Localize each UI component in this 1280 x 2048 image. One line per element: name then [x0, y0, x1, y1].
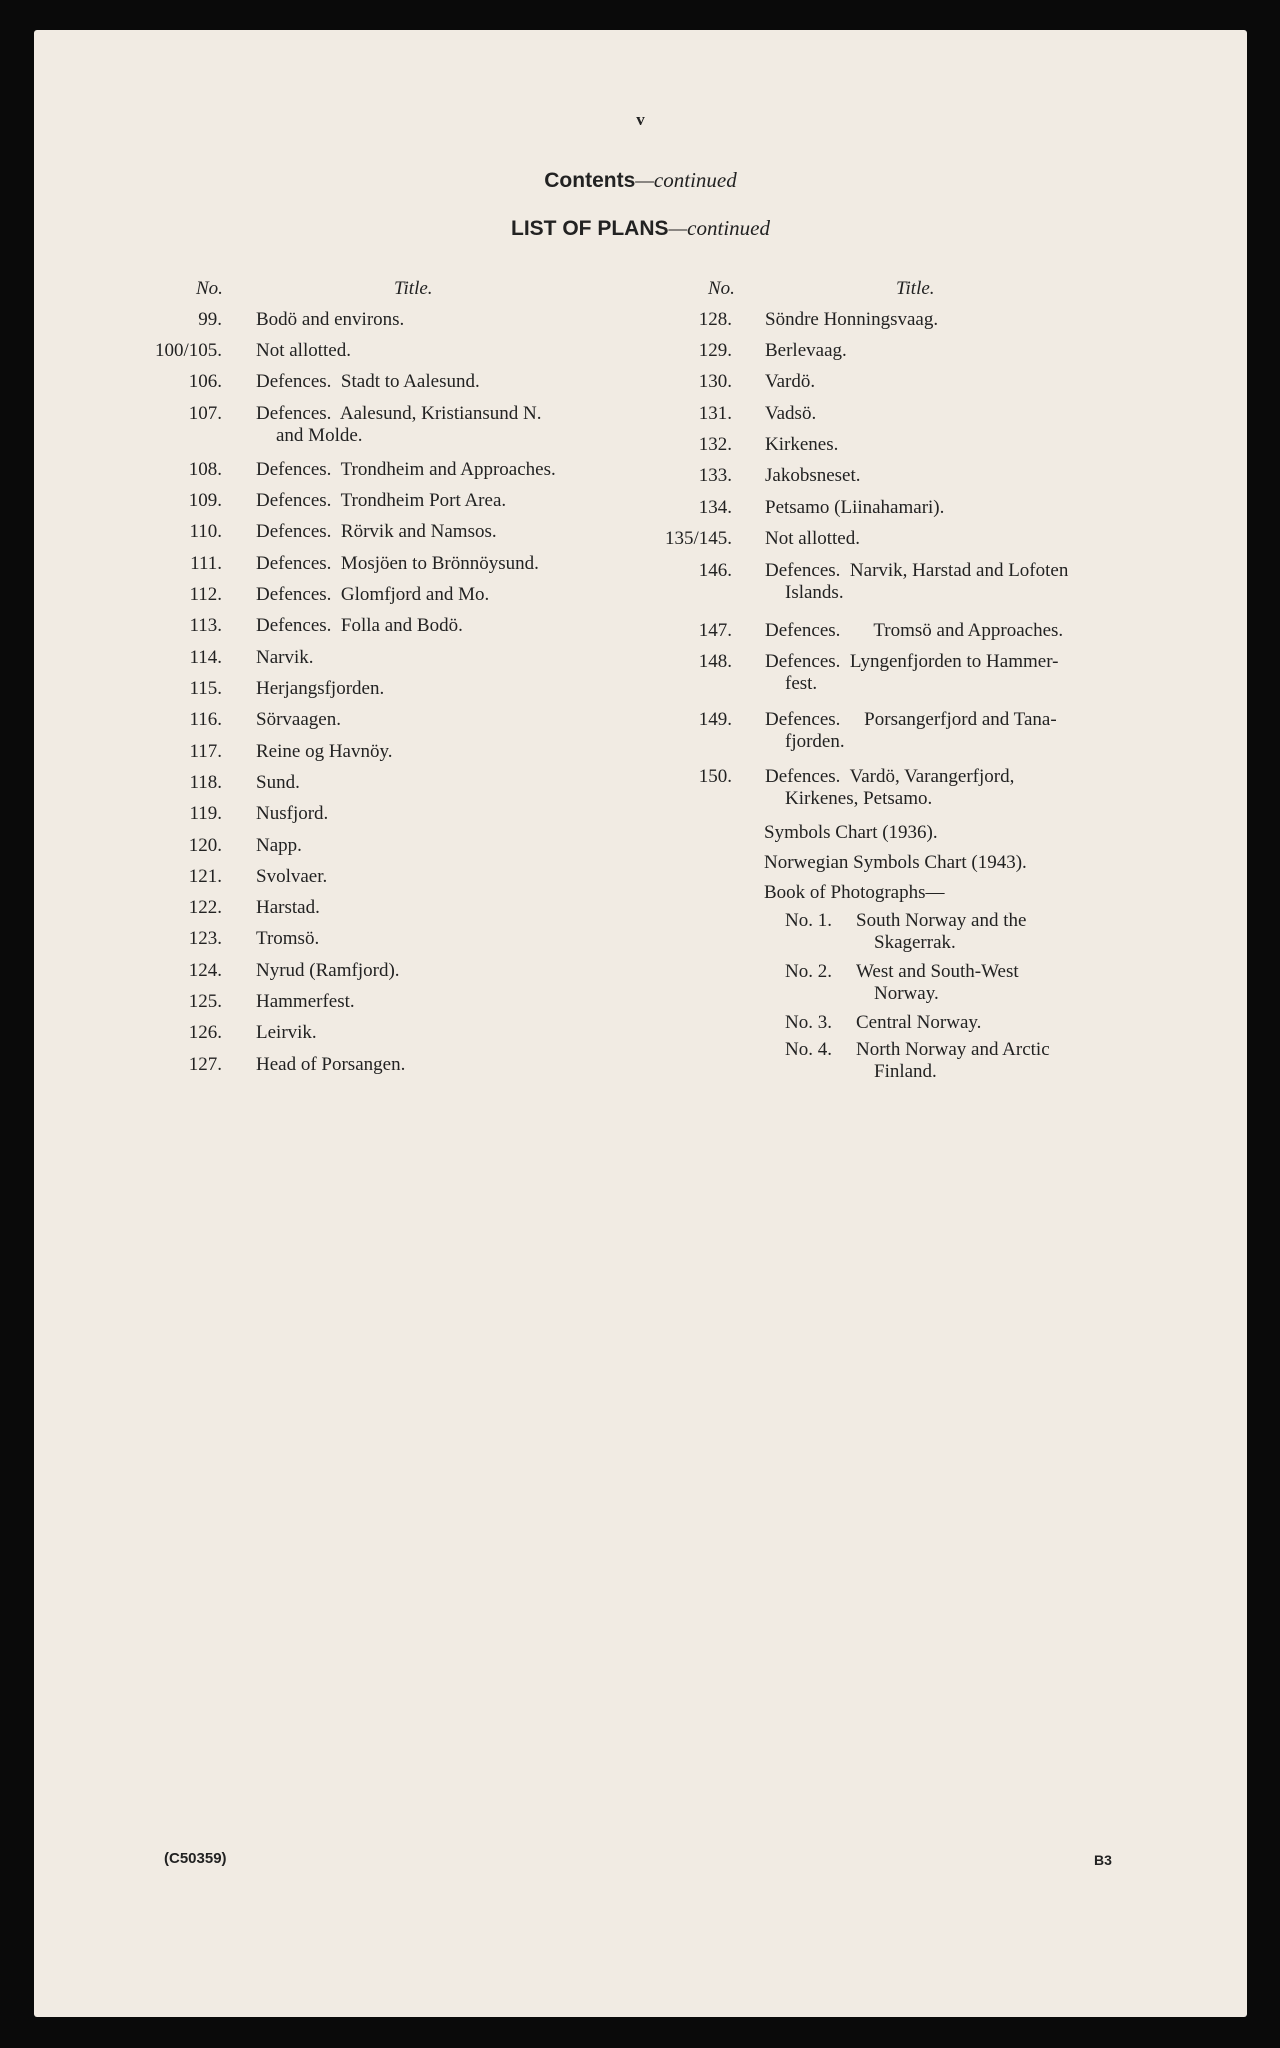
right-item-title: Jakobsneset.: [765, 465, 861, 486]
right-item-title: Defences. Porsangerfjord and Tana-: [765, 709, 1057, 730]
left-item-number: 110.: [189, 521, 222, 542]
right-item-title-continued: Kirkenes, Petsamo.: [785, 788, 933, 809]
right-item-title-continued: fjorden.: [785, 731, 845, 752]
right-item-number: 146.: [698, 560, 732, 581]
photo-item-title-continued: Skagerrak.: [874, 932, 956, 953]
left-item-number: 119.: [189, 803, 222, 824]
plans-heading-bold: LIST OF PLANS: [511, 217, 669, 240]
left-item-title: Harstad.: [256, 897, 320, 918]
footer-code: (C50359): [164, 1850, 227, 1867]
left-item-number: 120.: [188, 835, 222, 856]
left-item-title: Not allotted.: [256, 340, 351, 361]
left-item-title: Sörvaagen.: [256, 709, 341, 730]
left-item-title: Leirvik.: [256, 1022, 317, 1043]
right-item-title: Vardö.: [765, 371, 816, 392]
left-item-number: 107.: [188, 403, 222, 424]
left-item-number: 100/105.: [154, 340, 222, 361]
left-item-number: 115.: [189, 678, 222, 699]
right-item-number: 134.: [698, 497, 732, 518]
left-item-title: Defences. Stadt to Aalesund.: [256, 371, 480, 392]
left-item-number: 118.: [189, 772, 222, 793]
right-item-number: 133.: [698, 465, 732, 486]
contents-heading: [34, 168, 1247, 193]
left-item-title: Head of Porsangen.: [256, 1054, 406, 1075]
photo-item-number: No. 3.: [785, 1012, 832, 1033]
right-item-title: Vadsö.: [765, 403, 817, 424]
symbols-chart-entry: Symbols Chart (1936).: [764, 822, 938, 843]
right-item-title: Not allotted.: [765, 528, 860, 549]
right-item-number: 135/145.: [664, 528, 732, 549]
left-item-number: 106.: [188, 371, 222, 392]
left-item-title-continued: and Molde.: [276, 425, 363, 446]
left-item-title: Defences. Mosjöen to Brönnöysund.: [256, 553, 539, 574]
right-item-number: 129.: [698, 340, 732, 361]
photo-item-title-continued: Finland.: [874, 1061, 937, 1082]
right-item-title: Kirkenes.: [765, 434, 839, 455]
right-col-header-no: No.: [708, 278, 735, 299]
plans-heading: [34, 216, 1247, 241]
right-item-number: 149.: [698, 709, 732, 730]
left-item-title: Reine og Havnöy.: [256, 741, 393, 762]
left-item-number: 117.: [189, 741, 222, 762]
left-item-number: 113.: [189, 615, 222, 636]
left-item-title: Defences. Rörvik and Namsos.: [256, 521, 497, 542]
photo-item-title: South Norway and the: [856, 910, 1027, 931]
left-item-title: Bodö and environs.: [256, 309, 405, 330]
photo-item-number: No. 1.: [785, 910, 832, 931]
left-item-title: Defences. Trondheim and Approaches.: [256, 459, 556, 480]
left-item-number: 125.: [188, 991, 222, 1012]
photo-item-title: Central Norway.: [856, 1012, 982, 1033]
left-item-number: 116.: [189, 709, 222, 730]
left-item-number: 114.: [189, 647, 222, 668]
footer-signature: B3: [1094, 1852, 1112, 1868]
left-item-title: Napp.: [256, 835, 302, 856]
left-item-number: 126.: [188, 1022, 222, 1043]
right-item-title: Berlevaag.: [765, 340, 847, 361]
page-number: v: [636, 110, 645, 129]
left-item-number: 112.: [189, 584, 222, 605]
right-item-number: 131.: [698, 403, 732, 424]
photo-item-title: North Norway and Arctic: [856, 1039, 1050, 1060]
right-item-title: Defences. Vardö, Varangerfjord,: [765, 766, 1015, 787]
left-item-title: Tromsö.: [256, 928, 320, 949]
right-item-title: Defences. Narvik, Harstad and Lofoten: [765, 560, 1069, 581]
left-item-title: Defences. Aalesund, Kristiansund N.: [256, 403, 542, 424]
left-item-title: Nyrud (Ramfjord).: [256, 960, 400, 981]
left-item-number: 121.: [188, 866, 222, 887]
left-item-number: 122.: [188, 897, 222, 918]
contents-heading-italic: —continued: [635, 168, 737, 192]
left-item-title: Defences. Folla and Bodö.: [256, 615, 463, 636]
left-item-number: 127.: [188, 1054, 222, 1075]
photo-item-number: No. 4.: [785, 1039, 832, 1060]
photo-item-title: West and South-West: [856, 961, 1019, 982]
right-item-title-continued: Islands.: [785, 582, 844, 603]
right-item-number: 132.: [698, 434, 732, 455]
norwegian-symbols-chart-entry: Norwegian Symbols Chart (1943).: [764, 852, 1027, 873]
left-item-title: Herjangsfjorden.: [256, 678, 385, 699]
left-item-number: 108.: [188, 459, 222, 480]
left-item-title: Sund.: [256, 772, 300, 793]
right-item-title: Petsamo (Liinahamari).: [765, 497, 945, 518]
left-col-header-no: No.: [196, 278, 223, 299]
right-item-title: Defences. Lyngenfjorden to Hammer-: [765, 651, 1059, 672]
right-col-header-title: Title.: [896, 278, 935, 299]
left-item-title: Nusfjord.: [256, 803, 329, 824]
left-item-title: Defences. Glomfjord and Mo.: [256, 584, 490, 605]
left-item-number: 99.: [198, 309, 222, 330]
right-item-number: 147.: [698, 620, 732, 641]
right-item-number: 128.: [698, 309, 732, 330]
right-item-title-continued: fest.: [785, 673, 818, 694]
left-item-title: Svolvaer.: [256, 866, 328, 887]
plans-heading-italic: —continued: [668, 216, 770, 240]
right-item-number: 150.: [698, 766, 732, 787]
left-item-title: Hammerfest.: [256, 991, 355, 1012]
left-item-title: Narvik.: [256, 647, 314, 668]
left-item-number: 111.: [190, 553, 222, 574]
right-item-number: 148.: [698, 651, 732, 672]
left-col-header-title: Title.: [394, 278, 433, 299]
left-item-number: 124.: [188, 960, 222, 981]
right-item-title: Defences. Tromsö and Approaches.: [765, 620, 1064, 641]
right-item-number: 130.: [698, 371, 732, 392]
left-item-title: Defences. Trondheim Port Area.: [256, 490, 507, 511]
left-item-number: 109.: [188, 490, 222, 511]
right-item-title: Söndre Honningsvaag.: [765, 309, 939, 330]
document-page: [34, 30, 1247, 2017]
photo-item-number: No. 2.: [785, 961, 832, 982]
photo-item-title-continued: Norway.: [874, 983, 939, 1004]
book-of-photographs-entry: Book of Photographs—: [764, 882, 945, 903]
left-item-number: 123.: [188, 928, 222, 949]
contents-heading-bold: Contents: [544, 169, 636, 192]
